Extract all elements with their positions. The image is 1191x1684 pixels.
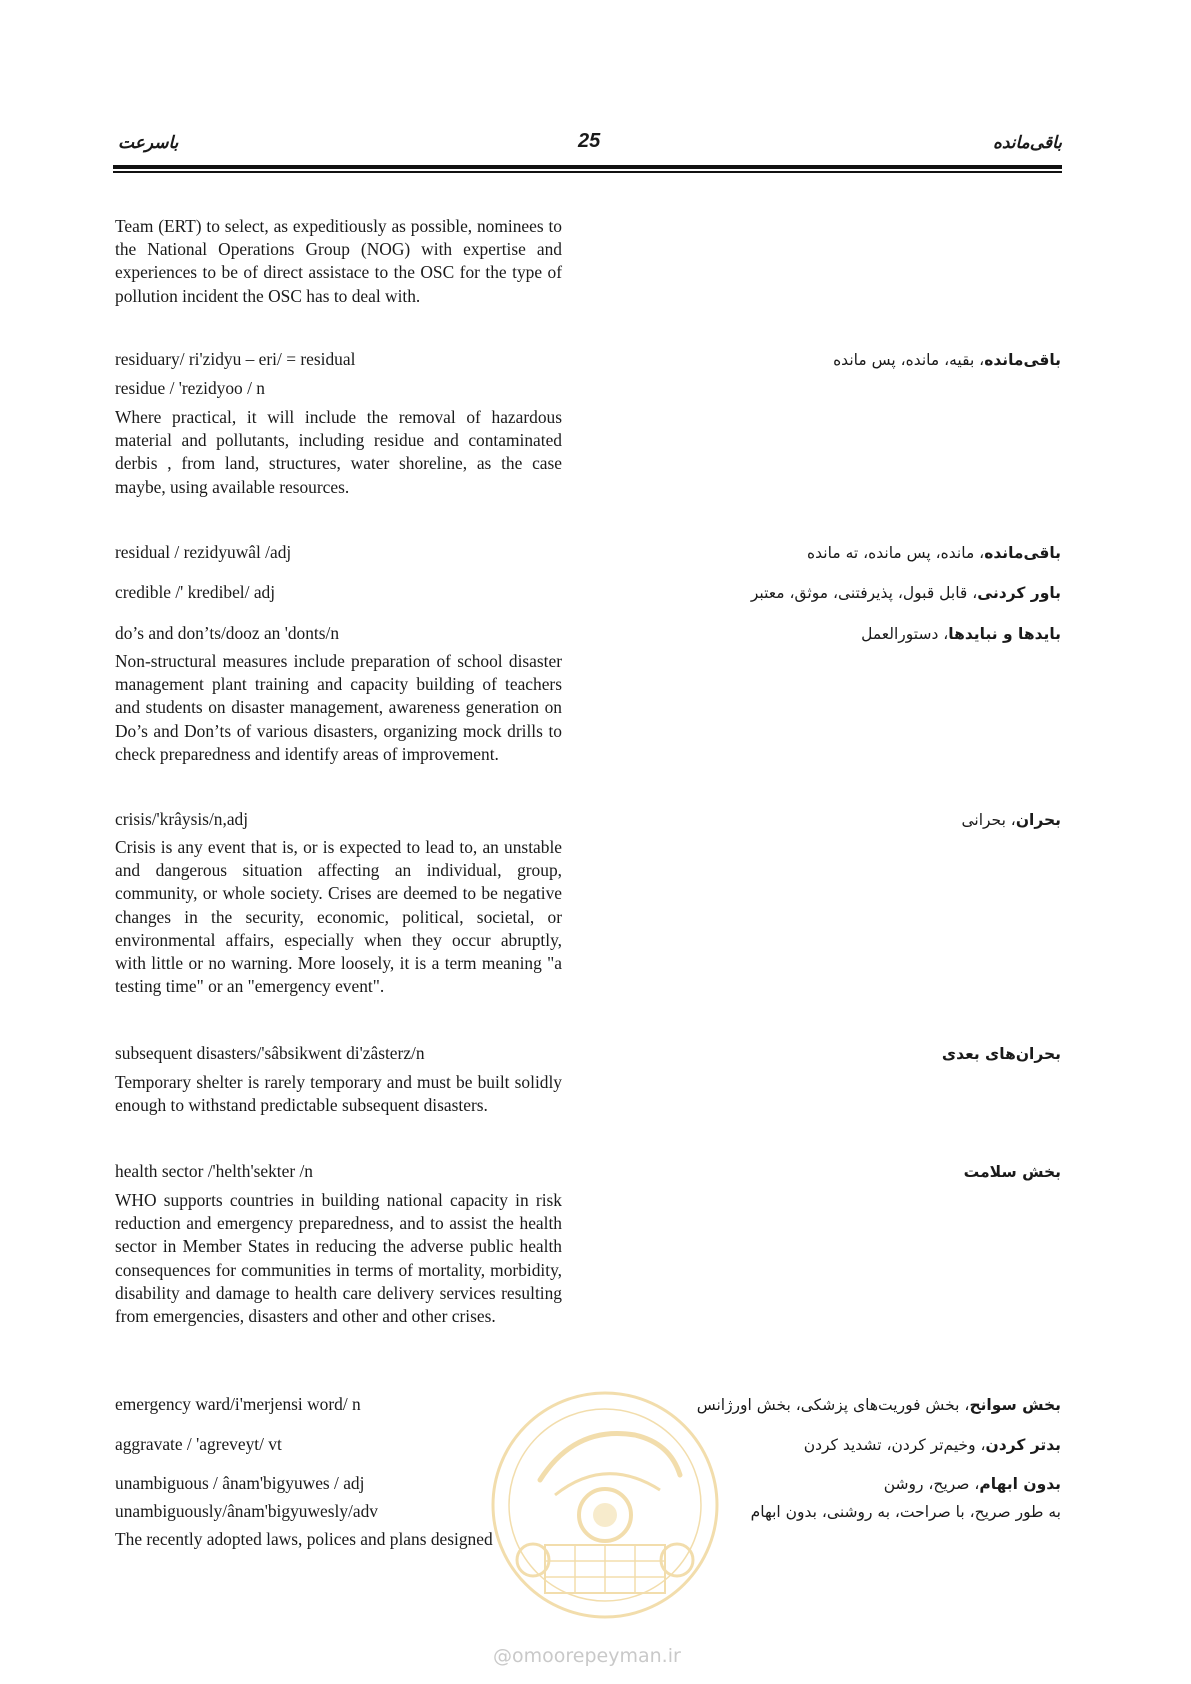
translation-headword: باور کردنی xyxy=(977,584,1061,602)
example-paragraph: Team (ERT) to select, as expeditiously as possible, nominees to the National Operations Group (NOG) with expertise and experiences to be of direct assistace to the OSC for the type of pollution incident the OSC has to deal with. xyxy=(115,216,562,306)
example-paragraph: The recently adopted laws, polices and plans designed xyxy=(115,1529,493,1549)
translation-headword: بدتر کردن xyxy=(985,1436,1061,1454)
translation-senses: ، بخش فوریت‌های پزشکی، بخش اورژانس xyxy=(696,1396,970,1414)
example-paragraph: WHO supports countries in building national capacity in risk reduction and emergency preparedness, and to assist the health sector in Member States in reducing the adverse public health consequences for communities in terms of mortality, morbidity, disability and damage to health care delivery services resulting from emergencies, disasters and other and other crises. xyxy=(115,1190,562,1327)
entry-translation xyxy=(631,623,1061,645)
example-paragraph: Non-structural measures include preparation of school disaster management plant training and capacity building of teachers and students on disaster management, awareness generation on Do’s and Don’ts of various disasters, organizing mock drills to check preparedness and identify areas of improvement. xyxy=(115,651,562,764)
entry-translation xyxy=(631,542,1061,564)
entry-term: unambiguously/ânam'bigyuwesly/adv xyxy=(115,1501,378,1521)
translation-headword: بحران‌های بعدی xyxy=(941,1045,1061,1063)
entry-translation xyxy=(631,582,1061,604)
entry-translation xyxy=(631,1043,1061,1065)
translation-headword: بایدها و نبایدها xyxy=(948,625,1061,643)
translation-senses: ، بحرانی xyxy=(961,811,1016,829)
entry-term: do’s and don’ts/dooz an 'donts/n xyxy=(115,623,340,643)
entry-term: emergency ward/i'merjensi word/ n xyxy=(115,1394,361,1414)
entry-term: crisis/'krâysis/n,adj xyxy=(115,809,249,829)
translation-headword: بحران xyxy=(1015,811,1061,829)
entry-term: aggravate / 'agreveyt/ vt xyxy=(115,1434,282,1454)
translation-senses: ، دستورالعمل xyxy=(861,625,949,643)
example-paragraph: Crisis is any event that is, or is expected to lead to, an unstable and dangerous situation affecting an individual, group, community, or whole society. Crises are deemed to be negative changes in the security, economic, political, societal, or environmental affairs, especially when they occur abruptly, with little or no warning. More loosely, it is a term meaning "a testing time" or an "emergency event". xyxy=(115,837,562,997)
entry-translation xyxy=(631,349,1061,371)
translation-senses: ، بقیه، مانده، پس مانده xyxy=(833,351,985,369)
translation-headword: بخش سلامت xyxy=(963,1163,1061,1181)
entry-term: residual / rezidyuwâl /adj xyxy=(115,542,292,562)
page-number: 25 xyxy=(578,130,601,152)
header-rule-thin xyxy=(113,171,1062,173)
page-header xyxy=(0,0,1191,180)
entry-translation xyxy=(631,809,1061,831)
translation-senses: ، قابل قبول، پذیرفتنی، موثق، معتبر xyxy=(750,584,978,602)
translation-headword: بدون ابهام xyxy=(979,1475,1061,1493)
entry-term: credible /' kredibel/ adj xyxy=(115,582,276,602)
entry-term: subsequent disasters/'sâbsikwent di'zâsterz/n xyxy=(115,1043,425,1063)
entry-term: residue / 'rezidyoo / n xyxy=(115,378,265,398)
watermark-seal-logo xyxy=(485,1385,725,1625)
translation-headword: بخش سوانح xyxy=(969,1396,1061,1414)
header-rule-thick xyxy=(113,165,1062,169)
translation-senses: ، صریح، روشن xyxy=(883,1475,980,1493)
watermark-url: @omoorepeyman.ir xyxy=(493,1645,681,1667)
entry-translation xyxy=(631,1161,1061,1183)
entry-term: residuary/ ri'zidyu – eri/ = residual xyxy=(115,349,356,369)
header-guide-word-last: باسرعت xyxy=(118,133,179,153)
translation-senses: ، مانده، پس مانده، ته مانده xyxy=(807,544,985,562)
translation-headword: باقی‌مانده xyxy=(984,351,1061,369)
translation-headword: باقی‌مانده xyxy=(984,544,1061,562)
header-guide-word-first: باقی‌مانده xyxy=(992,133,1062,153)
translation-senses: ، وخیم‌تر کردن، تشدید کردن xyxy=(803,1436,986,1454)
entry-translation: به طور صریح، با صراحت، به روشنی، بدون ابهام xyxy=(750,1503,1061,1521)
example-paragraph: Where practical, it will include the removal of hazardous material and pollutants, including residue and contaminated derbis , from land, structures, water shoreline, as the case maybe, using available resources. xyxy=(115,407,562,497)
entry-term: unambiguous / ânam'bigyuwes / adj xyxy=(115,1473,365,1493)
entry-term: health sector /'helth'sekter /n xyxy=(115,1161,313,1181)
example-paragraph: Temporary shelter is rarely temporary and must be built solidly enough to withstand predictable subsequent disasters. xyxy=(115,1072,562,1116)
